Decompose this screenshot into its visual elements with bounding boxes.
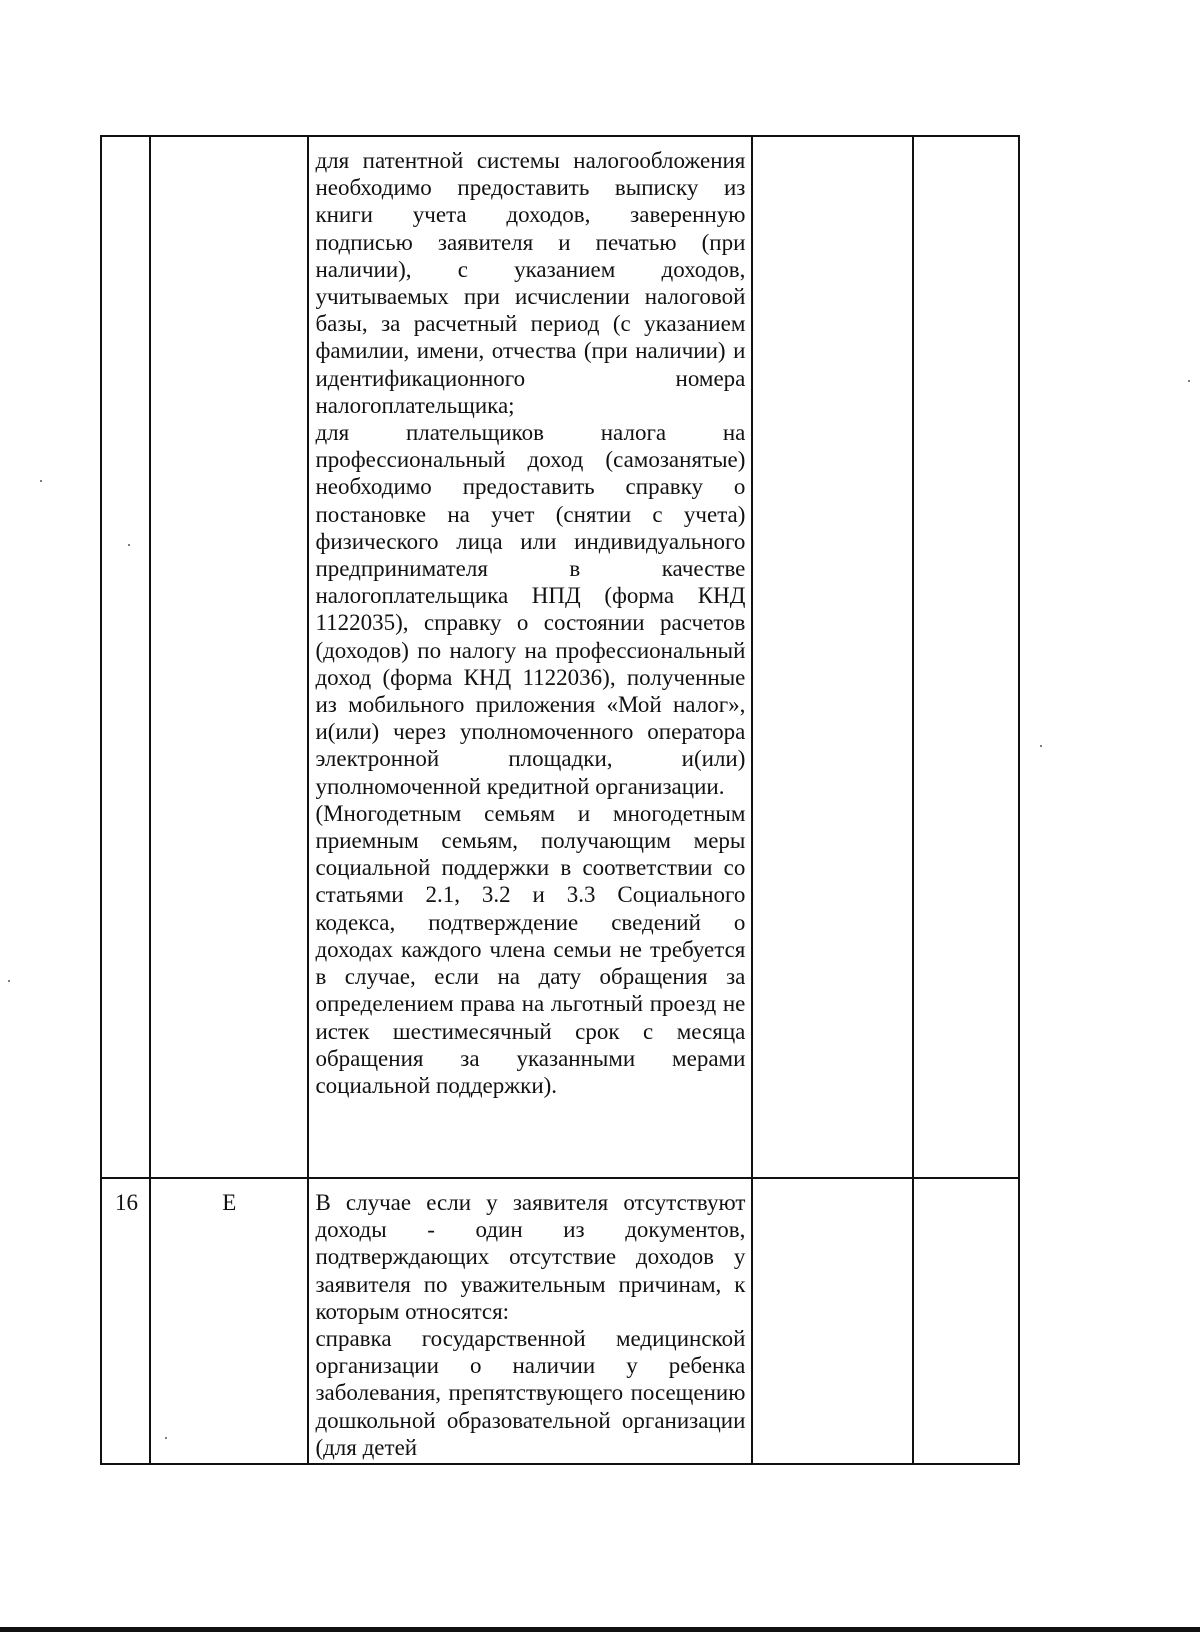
description-paragraph: (Многодетным семьям и многодетным приемным семьям, получающим меры социальной поддержки в соответствии со статьями 2.1, 3.2 и 3.3 Социального кодекса, подтверждение сведений о доходах каждого члена семьи не требуется в случае, если на дату обращения за определением права на льготный проезд не истек шестимесячный срок с месяца обращения за указанными мерами социальной поддержки).: [315, 800, 746, 1098]
description-cell: [308, 136, 752, 1178]
scan-bottom-edge: [0, 1627, 1200, 1632]
description-paragraph: справка государственной медицинской организации о наличии у ребенка заболевания, препятствующего посещению дошкольной образовательной организации (для детей: [315, 1326, 746, 1460]
description-paragraph: для плательщиков налога на профессиональный доход (самозанятые) необходимо предоставить справку о постановке на учет (снятии с учета) физического лица или индивидуального предпринимателя в качестве налогоплательщика НПД (форма КНД 1122035), справку о состоянии расчетов (доходов) по налогу на профессиональный доход (форма КНД 1122036), полученные из мобильного приложения «Мой налог», и(или) через уполномоченного оператора электронной площадки, и(или) уполномоченной кредитной организации.: [315, 420, 746, 799]
row-code: Е: [222, 1190, 237, 1215]
empty-cell: [752, 136, 912, 1178]
table-row: [101, 136, 1019, 1178]
row-code: [151, 137, 307, 147]
table-row: [101, 1178, 1019, 1464]
scan-speck: [165, 1437, 167, 1439]
description-paragraph: В случае если у заявителя отсутствуют доходы - один из документов, подтверждающих отсутствие доходов у заявителя по уважительным причинам, к которым относятся:: [315, 1190, 746, 1324]
document-table: [100, 135, 1020, 1465]
scan-speck: [8, 980, 10, 982]
empty-cell: [752, 1178, 912, 1464]
empty-cell: [913, 136, 1019, 1178]
row-number-cell: [101, 1178, 150, 1464]
row-code-cell: [150, 1178, 308, 1464]
scan-speck: [40, 480, 42, 482]
row-number: [102, 137, 149, 147]
scan-speck: [128, 544, 130, 546]
row-code-cell: [150, 136, 308, 1178]
row-number-cell: [101, 136, 150, 1178]
description-cell: [308, 1178, 752, 1464]
description-paragraph: для патентной системы налогообложения необходимо предоставить выписку из книги учета доходов, заверенную подписью заявителя и печатью (при наличии), с указанием доходов, учитываемых при исчислении налоговой базы, за расчетный период (с указанием фамилии, имени, отчества (при наличии) и идентификационного номера налогоплательщика;: [315, 148, 746, 418]
empty-cell: [913, 1178, 1019, 1464]
scan-speck: [1040, 745, 1042, 747]
scan-speck: [1188, 380, 1190, 382]
row-number: 16: [115, 1190, 138, 1215]
